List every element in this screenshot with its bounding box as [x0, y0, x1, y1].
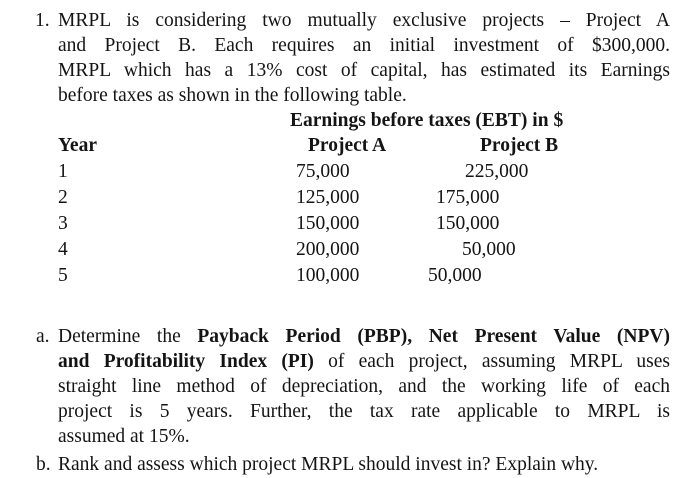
- part-a-line-1: [58, 325, 670, 349]
- question-number: 1.: [35, 10, 50, 31]
- header-project-a: Project A: [308, 135, 387, 156]
- part-b-text: Rank and assess which project MRPL should invest in? Explain why.: [58, 454, 599, 475]
- project-a-cell: 200,000: [296, 239, 360, 260]
- year-cell: 1: [58, 161, 68, 182]
- intro-line-4: before taxes as shown in the following table.: [58, 85, 407, 106]
- project-b-cell: 50,000: [428, 265, 482, 286]
- year-cell: 2: [58, 187, 68, 208]
- part-a-line-2-text: of each project, assuming MRPL uses: [313, 351, 670, 372]
- header-year: Year: [58, 135, 97, 156]
- year-cell: 3: [58, 213, 68, 234]
- part-a-line-5: assumed at 15%.: [58, 426, 190, 447]
- project-b-cell: 50,000: [462, 239, 516, 260]
- part-a-line-1-text: Determine the: [58, 326, 198, 347]
- part-a-label: a.: [36, 326, 50, 347]
- intro-line-1: MRPL is considering two mutually exclusive projects – Project A: [58, 10, 670, 31]
- year-cell: 4: [58, 239, 68, 260]
- project-a-cell: 150,000: [296, 213, 360, 234]
- table-title: Earnings before taxes (EBT) in $: [290, 110, 564, 131]
- part-a-line-2: [58, 350, 670, 374]
- year-cell: 5: [58, 265, 68, 286]
- project-b-cell: 225,000: [465, 161, 529, 182]
- header-project-b: Project B: [480, 135, 559, 156]
- project-a-cell: 75,000: [296, 161, 350, 182]
- project-b-cell: 150,000: [436, 213, 500, 234]
- project-a-cell: 125,000: [296, 187, 360, 208]
- project-b-cell: 175,000: [436, 187, 500, 208]
- project-a-cell: 100,000: [296, 265, 360, 286]
- part-a-bold-pi: and Profitability Index (PI): [58, 351, 314, 372]
- intro-line-2: and Project B. Each requires an initial investment of $300,000.: [58, 35, 670, 56]
- part-a-line-3: straight line method of depreciation, and the working life of each: [58, 376, 670, 397]
- part-a-line-4: project is 5 years. Further, the tax rate applicable to MRPL is: [58, 401, 670, 422]
- part-a-bold-terms: Payback Period (PBP), Net Present Value (NPV): [197, 326, 670, 347]
- part-b-label: b.: [36, 454, 51, 475]
- intro-line-3: MRPL which has a 13% cost of capital, has estimated its Earnings: [58, 60, 670, 81]
